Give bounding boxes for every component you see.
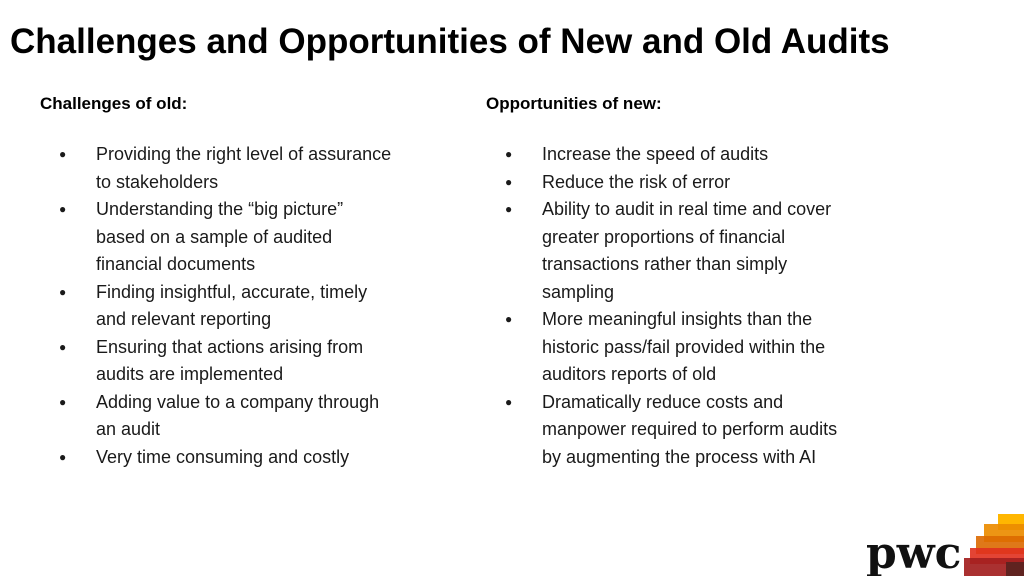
bullet-icon: ● xyxy=(59,339,67,354)
list-item xyxy=(486,306,842,389)
bullet-icon: ● xyxy=(505,147,513,161)
list-item-text: Finding insightful, accurate, timely and relevant reporting xyxy=(96,281,368,329)
opportunities-list xyxy=(486,141,886,471)
bullet-icon: ● xyxy=(59,449,67,464)
challenges-list xyxy=(40,141,440,471)
list-item-text: More meaningful insights than the historic pass/fail provided within the auditors reports of old xyxy=(542,309,826,384)
list-item-text: Ensuring that actions arising from audits are implemented xyxy=(96,336,364,384)
opportunities-column xyxy=(486,92,886,471)
bullet-icon: ● xyxy=(59,284,67,299)
list-item xyxy=(40,141,396,196)
bullet-icon: ● xyxy=(59,202,67,216)
list-item xyxy=(40,279,396,334)
list-item-text: Dramatically reduce costs and manpower required to perform audits by augmenting the process with AI xyxy=(542,391,838,467)
slide-title: Challenges and Opportunities of New and Old Audits xyxy=(10,22,890,61)
opportunities-heading: Opportunities of new: xyxy=(486,94,662,113)
pwc-wordmark: pwc xyxy=(866,528,962,576)
bullet-icon: ● xyxy=(505,202,513,216)
list-item-text: Adding value to a company through an audit xyxy=(96,391,380,439)
list-item-text: Very time consuming and costly xyxy=(96,446,350,467)
list-item-text: Providing the right level of assurance to stakeholders xyxy=(96,144,392,192)
bullet-icon: ● xyxy=(59,147,67,161)
list-item xyxy=(40,389,396,444)
list-item-text: Ability to audit in real time and cover greater proportions of financial transactions rather than simply sampling xyxy=(542,199,832,302)
list-item xyxy=(40,196,396,279)
challenges-column xyxy=(40,92,440,471)
list-item xyxy=(486,196,842,306)
bullet-icon: ● xyxy=(505,312,513,326)
list-item xyxy=(486,141,842,169)
logo-block xyxy=(1006,562,1024,576)
bullet-icon: ● xyxy=(59,394,67,409)
list-item xyxy=(486,169,842,197)
list-item-text: Increase the speed of audits xyxy=(542,144,769,164)
pwc-logo-icon xyxy=(866,506,1024,576)
list-item xyxy=(40,334,396,389)
list-item xyxy=(486,389,842,472)
challenges-heading: Challenges of old: xyxy=(40,94,188,113)
list-item-text: Reduce the risk of error xyxy=(542,171,731,192)
bullet-icon: ● xyxy=(505,174,513,189)
list-item xyxy=(40,444,396,472)
bullet-icon: ● xyxy=(505,394,513,409)
list-item-text: Understanding the “big picture” based on a sample of audited financial documents xyxy=(96,199,344,274)
